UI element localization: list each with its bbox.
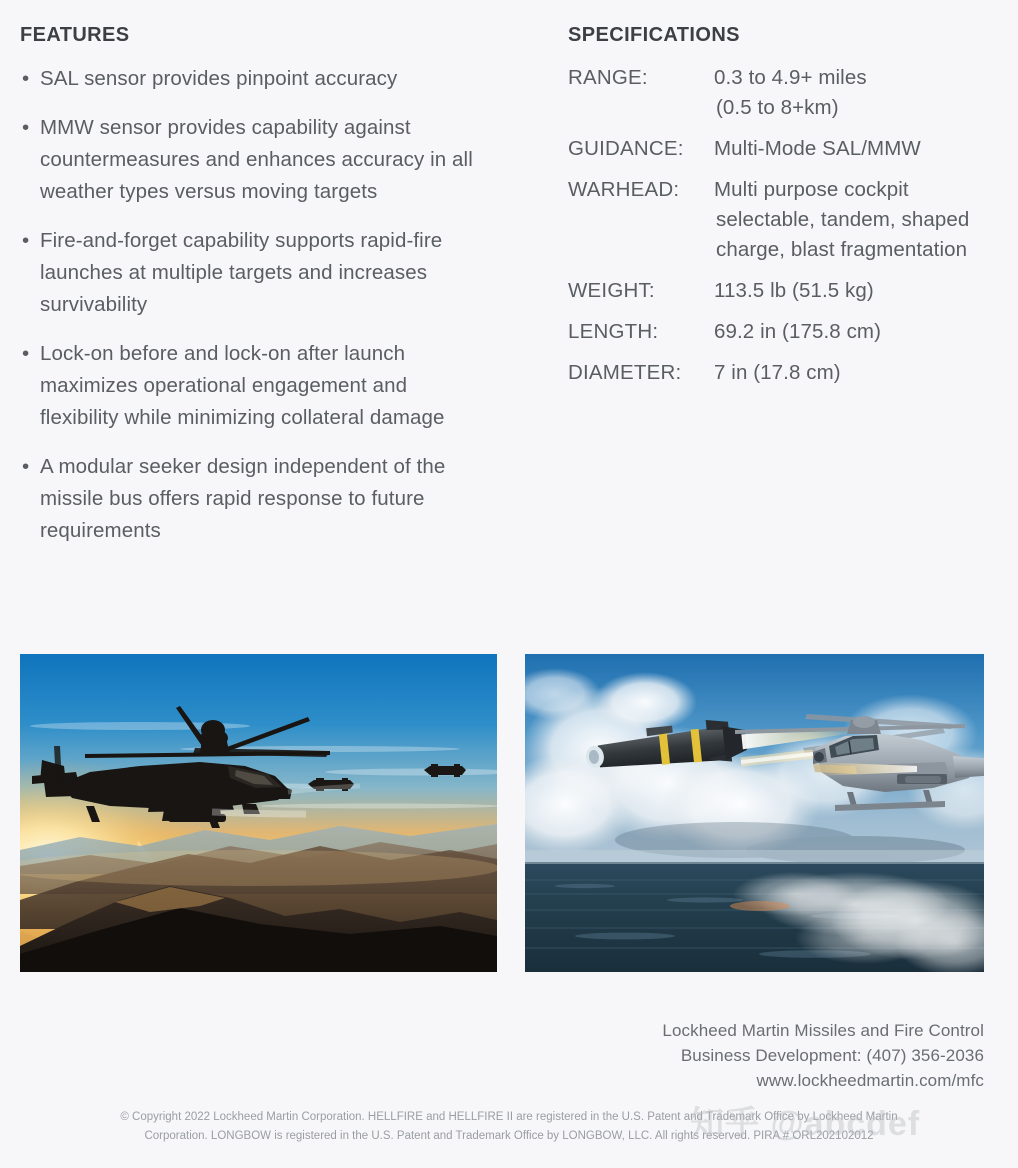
- spec-label: RANGE:: [568, 66, 648, 89]
- spec-label: GUIDANCE:: [568, 137, 684, 160]
- spec-row: [568, 276, 998, 306]
- spec-row: [568, 317, 998, 347]
- feature-list-item: [20, 225, 490, 321]
- spec-value: [714, 63, 998, 123]
- spec-value: [714, 134, 998, 164]
- feature-text: Lock-on before and lock-on after launch maximizes operational engagement and flexibility while minimizing collateral damage: [40, 342, 445, 429]
- contact-phone: Business Development: (407) 356-2036: [680, 1046, 984, 1065]
- viper-ocean-illustration: [525, 654, 984, 972]
- spec-row: [568, 63, 998, 123]
- features-list: [20, 63, 490, 547]
- spec-value-line1: 0.3 to 4.9+ miles: [714, 66, 867, 89]
- bullet-icon: •: [22, 116, 30, 139]
- viper-helicopter-ocean-photo: [525, 654, 984, 972]
- spec-value-line1: 7 in (17.8 cm): [714, 361, 841, 384]
- spec-value-line1: 113.5 lb (51.5 kg): [714, 279, 874, 302]
- spec-row: [568, 175, 998, 265]
- spec-value: [714, 358, 998, 388]
- specifications-heading: SPECIFICATIONS: [568, 24, 740, 46]
- contact-website[interactable]: www.lockheedmartin.com/mfc: [756, 1071, 984, 1090]
- features-column: [20, 24, 490, 564]
- spec-label: WARHEAD:: [568, 178, 680, 201]
- spec-value: [714, 276, 998, 306]
- apache-helicopter-sunset-photo: [20, 654, 497, 972]
- feature-text: Fire-and-forget capability supports rapid-fire launches at multiple targets and increases survivability: [40, 229, 443, 316]
- spec-value-line2: (0.5 to 8+km): [716, 96, 839, 119]
- features-heading: FEATURES: [20, 24, 130, 46]
- specifications-column: [568, 24, 998, 399]
- feature-text: A modular seeker design independent of the missile bus offers rapid response to future requirements: [40, 455, 446, 542]
- watermark-text: 知乎 @abcdef: [690, 1105, 921, 1143]
- feature-text: MMW sensor provides capability against countermeasures and enhances accuracy in all weather types versus moving targets: [40, 116, 473, 203]
- bullet-icon: •: [22, 455, 30, 478]
- feature-list-item: [20, 451, 490, 547]
- spec-value-line1: 69.2 in (175.8 cm): [714, 320, 882, 343]
- bullet-icon: •: [22, 342, 30, 365]
- spec-value-line2: selectable, tandem, shaped charge, blast fragmentation: [716, 208, 970, 261]
- spec-row: [568, 134, 998, 164]
- bullet-icon: •: [22, 67, 30, 90]
- feature-list-item: [20, 112, 490, 208]
- contact-block: [564, 1018, 984, 1093]
- apache-sunset-illustration: [20, 654, 497, 972]
- spec-label: WEIGHT:: [568, 279, 655, 302]
- legal-footer: [0, 1108, 1018, 1146]
- spec-value: [714, 175, 998, 265]
- feature-list-item: [20, 63, 490, 95]
- spec-value-line1: Multi-Mode SAL/MMW: [714, 137, 921, 160]
- spec-value: [714, 317, 998, 347]
- spec-label: DIAMETER:: [568, 361, 682, 384]
- bullet-icon: •: [22, 229, 30, 252]
- spec-value-line1: Multi purpose cockpit: [714, 178, 909, 201]
- feature-list-item: [20, 338, 490, 434]
- spec-row: [568, 358, 998, 388]
- spec-label: LENGTH:: [568, 320, 659, 343]
- legal-line-1: © Copyright 2022 Lockheed Martin Corporation. HELLFIRE and HELLFIRE II are registered in the U.S. Patent and Trademark Office by Lockheed Martin: [120, 1111, 898, 1123]
- feature-text: SAL sensor provides pinpoint accuracy: [40, 67, 398, 90]
- legal-line-2: Corporation. LONGBOW is registered in the U.S. Patent and Trademark Office by LONGBOW, LLC. All rights reserved. PIRA # ORL202102012: [144, 1130, 874, 1142]
- contact-organization: Lockheed Martin Missiles and Fire Control: [662, 1021, 984, 1040]
